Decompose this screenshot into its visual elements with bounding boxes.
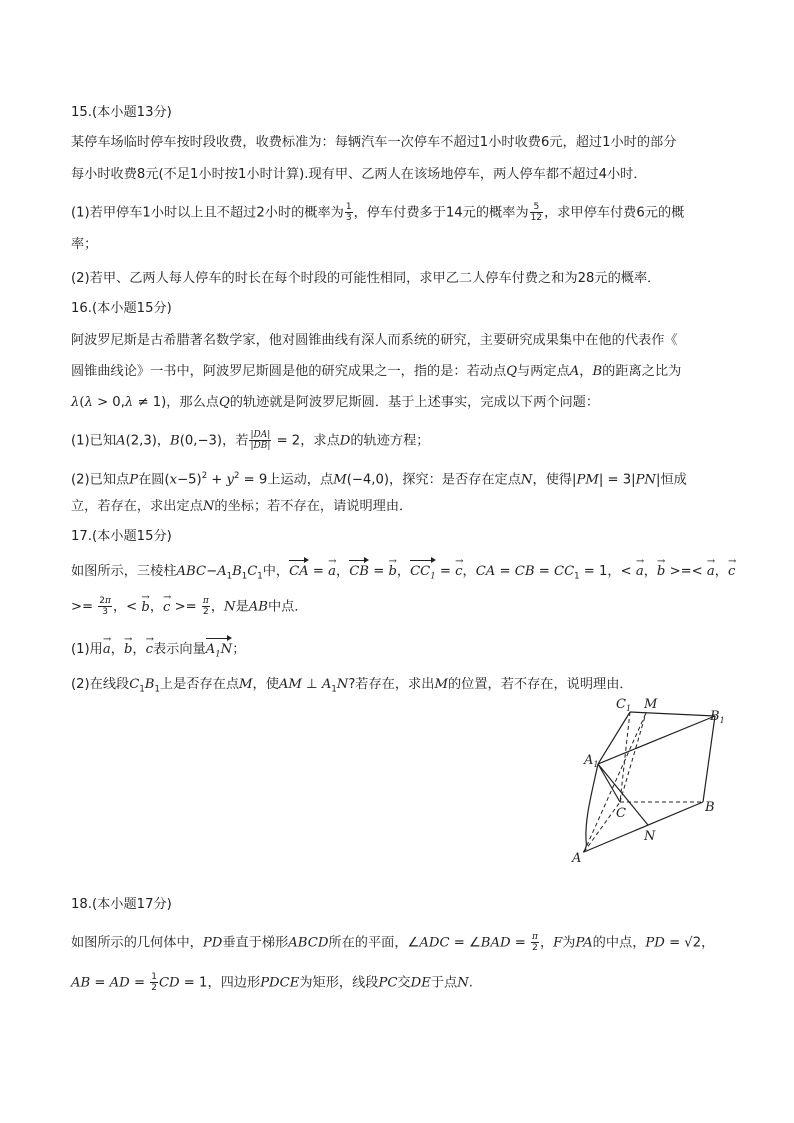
edge-a1-c	[598, 764, 620, 802]
label-m: M	[644, 697, 658, 712]
q16-header: 16.(本小题15分)	[71, 301, 172, 316]
q18-stem-1: 如图所示的几何体中，PD垂直于梯形ABCD所在的平面，∠ADC = ∠BAD = $\frac{\pi}{2}$ ，F为PA的中点，PD = √2，	[71, 932, 715, 953]
label-a1: $A_1$	[584, 753, 599, 769]
q16-stem-1: 阿波罗尼斯是古希腊著名数学家，他对圆锥曲线有深人而系统的研究，主要研究成果集中在他的代表作《	[71, 333, 678, 348]
q15-stem-1: 某停车场临时停车按时段收费，收费标准为：每辆汽车一次停车不超过1小时收费6元，超过1小时的部分	[71, 135, 677, 150]
q15-part-2: (2)若甲、乙两人每人停车的时长在每个时段的可能性相同，求甲乙二人停车付费之和为28元的概率．	[71, 271, 661, 286]
q15-header: 15.(本小题13分)	[71, 105, 172, 120]
label-a: A	[572, 851, 582, 866]
fraction: $\frac{1}{3}$	[345, 202, 352, 223]
label-b: B	[705, 800, 715, 815]
label-b1: $B_1$	[710, 709, 725, 725]
q16-part-2-cont: 立，若存在，求出定点N的坐标；若不存在，请说明理由．	[71, 499, 413, 514]
q17-stem-1: 如图所示，三棱柱$ABC-A_1B_1C_1$中，CA = → a，CB = → b，$CC_1$ = → c，CA = CB = $CC_1 = 1$，< → a，→ b >=< → a，→ c	[71, 563, 735, 586]
label-n: N	[644, 829, 656, 844]
q15-stem-2: 每小时收费8元(不足1小时按1小时计算).现有甲、乙两人在该场地停车，两人停车都不超过4小时．	[71, 167, 647, 182]
q17-stem-2: >= $\frac{2\pi}{3}$ ，< → b，→ c >= $\frac{\pi}{2}$ ，N是AB中点．	[71, 596, 308, 617]
q17-part-2: (2)在线段$C_1B_1$上是否存在点M，使AM ⊥ $A_1N$?若存在，求出M的位置，若不存在，说明理由．	[71, 677, 633, 695]
fraction: $\frac{5}{12}$	[530, 202, 543, 223]
q15-part-1: (1)若甲停车1小时以上且不超过2小时的概率为 $\frac{1}{3}$ ，停车付费多于14元的概率为 $\frac{5}{12}$ ，求甲停车付费6元的概	[71, 202, 685, 223]
prism-figure	[560, 690, 730, 870]
label-c: C	[616, 806, 626, 821]
q16-stem-2: 圆锥曲线论》一书中，阿波罗尼斯圆是他的研究成果之一，指的是：若动点Q与两定点A，B的距离之比为	[71, 364, 682, 379]
q18-stem-2: AB = AD = $\frac{1}{2}$ CD = 1，四边形PDCE为矩形，线段PC交DE于点N.	[71, 972, 473, 993]
label-c1: $C_1$	[616, 697, 632, 713]
q17-header: 17.(本小题15分)	[71, 529, 172, 544]
q16-part-2: (2)已知点P在圆$(x-5)^2 + y^2 = 9$上运动，点M(−4,0)，探究：是否存在定点N，使得|PM| = 3|PN|恒成	[71, 471, 687, 488]
q17-part-1: (1)用→ a，→ b，→ c表示向量$A_1N$；	[71, 641, 245, 664]
edge-b1-b	[703, 716, 715, 802]
segment-c-m-hidden	[620, 713, 646, 802]
edge-a1-a	[584, 764, 598, 852]
q15-part-1-cont: 率；	[71, 237, 98, 252]
edge-c1-b1	[630, 712, 715, 716]
q18-header: 18.(本小题17分)	[71, 897, 172, 912]
edge-a1-b1	[598, 716, 715, 764]
q16-stem-3: λ(λ > 0,λ ≠ 1)，那么点Q的轨迹就是阿波罗尼斯圆．基于上述事实，完成以下两个问题：	[71, 395, 600, 410]
q16-part-1: (1)已知A(2,3)，B(0,−3)，若 $\frac{|DA|}{|DB|}$ = 2，求点D的轨迹方程；	[71, 430, 430, 451]
